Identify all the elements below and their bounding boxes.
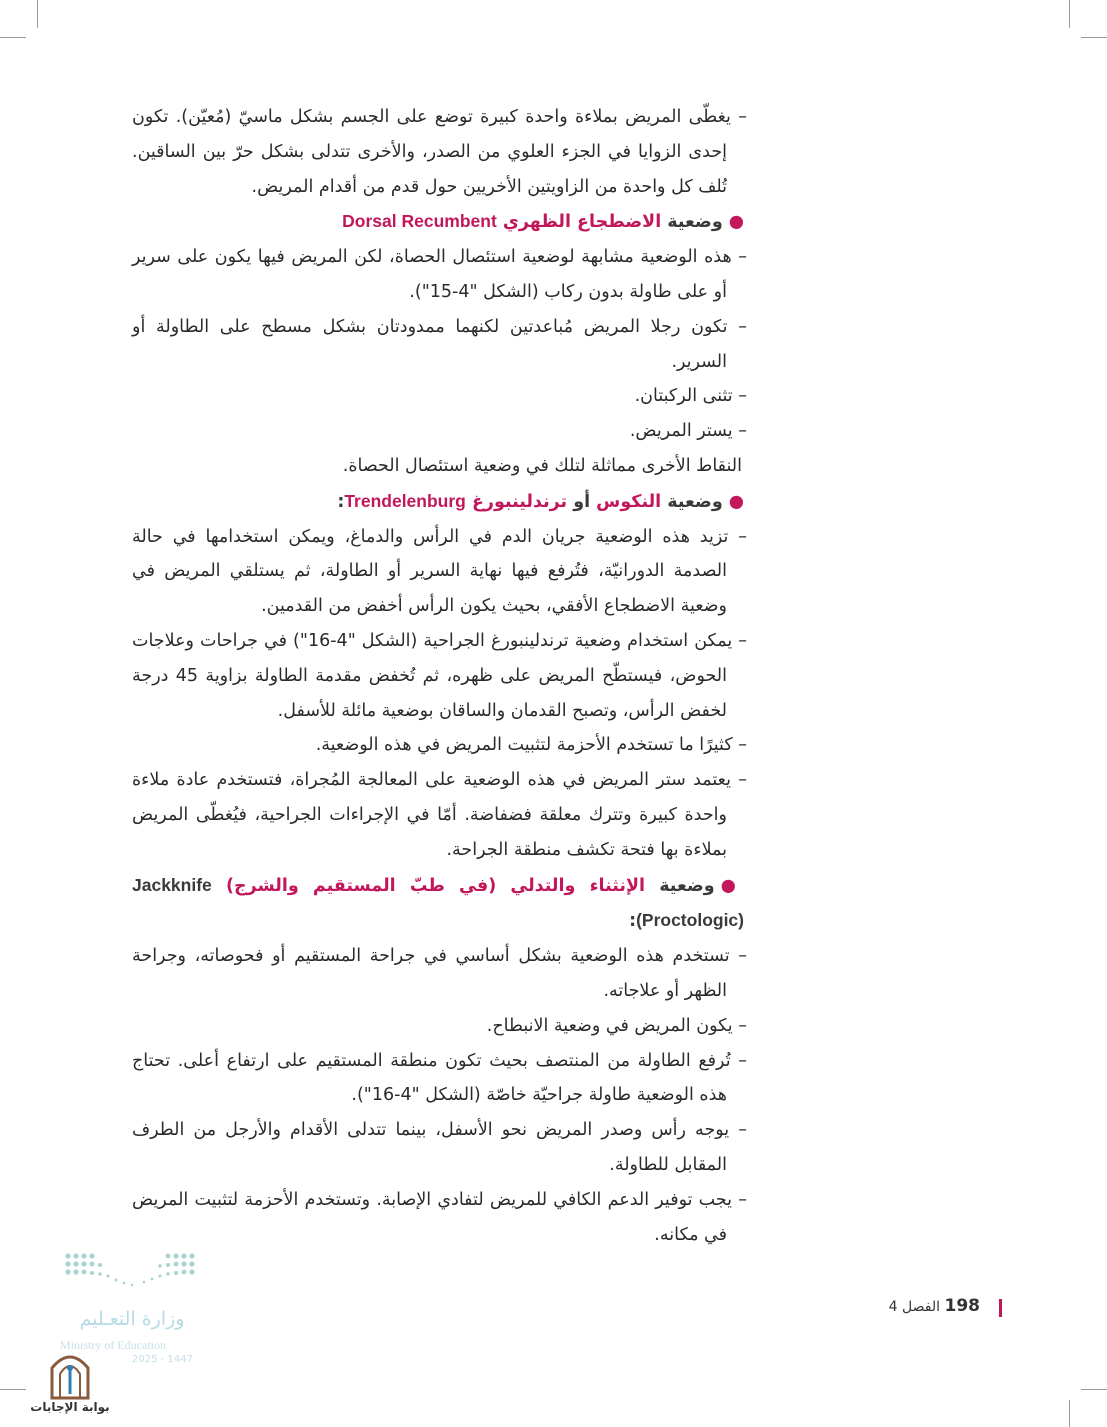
bullet-icon: ● [728, 491, 744, 512]
list-item: – يعتمد ستر المريض في هذه الوضعية على المعالجة المُجراة، فتستخدم عادة ملاءة واحدة كبيرة وتترك معلقة فضفاضة. أمّا في الإجراءات الجراحية، فيُغطّى المريض بملاءة بها فتحة تكشف منطقة الجراحة. [132, 770, 747, 860]
list-item: – يكون المريض في وضعية الانبطاح. [486, 1015, 747, 1036]
list-item: – يستر المريض. [629, 421, 747, 442]
list-item: – تثنى الركبتان. [634, 386, 747, 407]
crop-mark [1081, 37, 1107, 38]
page-body [132, 100, 747, 1252]
footer-accent-bar [999, 1299, 1002, 1317]
ministry-year: 2025 - 1447 [132, 1354, 193, 1365]
list-item: – تستخدم هذه الوضعية بشكل أساسي في جراحة المستقيم أو فحوصاته، وجراحة الظهر أو علاجاته. [132, 946, 747, 1001]
list-item: – تزيد هذه الوضعية جريان الدم في الرأس والدماغ، ويمكن استخدامها في حالة الصدمة الدورانيّة، فتُرفع فيها نهاية السرير أو الطاولة، ثم يستلقي المريض في وضعية الاضطجاع الأفقي، بحيث يكون الرأس أخفض من القدمين. [132, 526, 747, 617]
crop-mark [1081, 1389, 1107, 1390]
crop-mark [1069, 0, 1070, 28]
watermark-label: بوابة الإجابات [30, 1400, 110, 1414]
bullet-icon: ● [720, 875, 744, 896]
crop-mark [0, 1389, 26, 1390]
crop-mark [0, 37, 26, 38]
dots-emblem-icon [62, 1250, 202, 1300]
page-number: 198 [944, 1296, 980, 1316]
crop-mark [1069, 1400, 1070, 1427]
chapter-label: الفصل 4 [888, 1299, 940, 1315]
list-item: – يغطّى المريض بملاءة واحدة كبيرة توضع على الجسم بشكل ماسيّ (مُعيّن). تكون إحدى الزوايا في الجزء العلوي من الصدر، والأخرى تتدلى بشكل حرّ بين الساقين. تُلف كل واحدة من الزاويتين الأخريين حول قدم من أقدام المريض. [132, 107, 747, 197]
list-item: – يوجه رأس وصدر المريض نحو الأسفل، بينما تتدلى الأقدام والأرجل من الطرف المقابل للطاولة. [132, 1120, 747, 1175]
ministry-name-arabic: وزارة التعـليم [79, 1308, 185, 1330]
crop-mark [37, 0, 38, 28]
page-footer [870, 1296, 1002, 1324]
list-item: – يجب توفير الدعم الكافي للمريض لتفادي الإصابة. وتستخدم الأحزمة لتثبيت المريض في مكانه. [132, 1189, 747, 1245]
paragraph: النقاط الأخرى مماثلة لتلك في وضعية استئصال الحصاة. [342, 455, 742, 476]
list-item: – تُرفع الطاولة من المنتصف بحيث تكون منطقة المستقيم على ارتفاع أعلى. تحتاج هذه الوضعية طاولة جراحيّة خاصّة (الشكل "4-16"). [132, 1050, 747, 1106]
section-heading: ●وضعية الاضطجاع الظهري Dorsal Recumbent [342, 211, 744, 233]
ministry-name-english: Ministry of Education [60, 1338, 166, 1352]
section-heading: ●وضعية النكوس أو ترندلينبورغ Trendelenburg: [337, 490, 744, 512]
list-item: – يمكن استخدام وضعية ترندلينبورغ الجراحية (الشكل "4-16") في جراحات وعلاجات الحوض، فيستطّح المريض على ظهره، ثم تُخفض مقدمة الطاولة بزاوية 45 درجة لخفض الرأس، وتصبح القدمان والساقان بوضعية مائلة للأسفل. [132, 630, 748, 721]
list-item: – تكون رجلا المريض مُباعدتين لكنهما ممدودتان بشكل مسطح على الطاولة أو السرير. [132, 316, 747, 372]
gate-icon [48, 1350, 92, 1400]
section-heading: ●وضعية الإنثناء والتدلي (في طبّ المستقيم والشرج) Jackknife (Proctologic): [132, 874, 744, 932]
list-item: – هذه الوضعية مشابهة لوضعية استئصال الحصاة، لكن المريض فيها يكون على سرير أو على طاولة بدون ركاب (الشكل "4-15"). [132, 247, 747, 302]
list-item: – كثيرًا ما تستخدم الأحزمة لتثبيت المريض في هذه الوضعية. [315, 735, 747, 756]
watermark [30, 1350, 110, 1420]
bullet-icon: ● [728, 212, 744, 233]
